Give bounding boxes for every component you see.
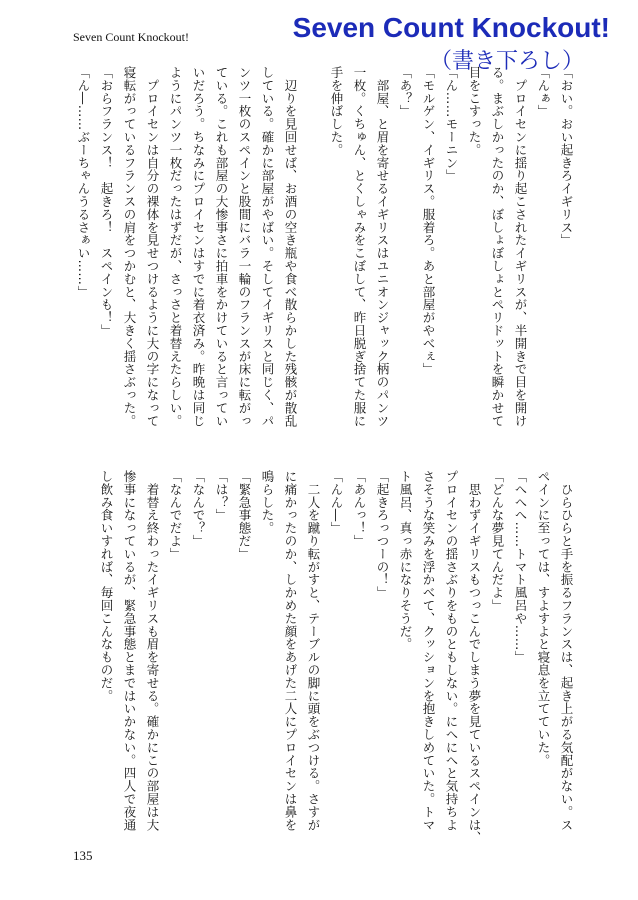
text-line: 着替え終わったイギリスも眉を寄せる。確かにこの部屋は大 (145, 470, 160, 832)
text-line: 「ん―……ぶーちゃんうるさぁい……」 (76, 66, 91, 299)
text-line: 「モルゲン、イギリス。服着ろ。あと部屋がやべぇ」 (421, 66, 436, 376)
text-line: 「んぁ」 (536, 66, 551, 118)
text-line: 「は？」 (214, 470, 229, 522)
text-line: している。確かに部屋がやばい。そしてイギリスと同じく、パ (260, 66, 275, 428)
text-line: 「なんで？」 (191, 470, 206, 548)
text-line: 「おい。おい起きろイギリス」 (559, 66, 574, 247)
text-line: ようにパンツ一枚だったはずだが、さっさと着替えたらしい。 (168, 66, 183, 428)
text-line: 「んん―」 (329, 470, 344, 535)
text-line: 「緊急事態だ」 (237, 470, 252, 561)
text-line: 「ん……モーニン」 (444, 66, 459, 183)
text-line: 「起きろっつーの！」 (375, 470, 390, 599)
text-line: 二人を蹴り転がすと、テーブルの脚に頭をぶつける。さすが (306, 470, 321, 832)
text-line: 「なんでだよ」 (168, 470, 183, 561)
text-line: 「どんな夢見てんだよ」 (490, 470, 505, 612)
text-line: 部屋、と眉を寄せるイギリスはユニオンジャック柄のパンツ (375, 66, 390, 428)
text-line: 惨事になっているが、緊急事態とまではいかない。四人で夜通 (122, 470, 137, 832)
text-line: 目をこすった。 (467, 66, 482, 157)
text-line: 「あんっ！」 (352, 470, 367, 548)
text-line: 手を伸ばした。 (329, 66, 344, 157)
story-title: Seven Count Knockout! (292, 12, 610, 43)
text-line: ペインに至っては、すよすよと寝息を立てていた。 (536, 470, 551, 767)
text-line: 辺りを見回せば、お酒の空き瓶や食べ散らかした残骸が散乱 (283, 66, 298, 428)
text-line: ンツ一枚のスペインと股間にバラ一輪のフランスが床に転がっ (237, 66, 252, 428)
text-line: 「へへへ……トマト風呂や……」 (513, 470, 528, 664)
text-line: さそうな笑みを浮かべて、クッションを抱きしめていた。トマ (421, 470, 436, 832)
lower-text-block (88, 470, 578, 845)
text-line: ひらひらと手を振るフランスは、起き上がる気配がない。ス (559, 470, 574, 832)
text-line: に痛かったのか、しかめた顔をあげた二人にプロイセンは鼻を (283, 470, 298, 832)
text-line: る。まぶしかったのか、ぼしょぼしょとぺリドットを瞬かせて (490, 66, 505, 428)
running-head: Seven Count Knockout! (73, 30, 189, 44)
text-line: 思わずイギリスもつっこんでしまう夢を見ているスペインは、 (467, 470, 482, 845)
text-line: し飲み食いすれば、毎回こんなものだ。 (99, 470, 114, 703)
text-line: プロイセンに揺り起こされたイギリスが、半開きで目を開け (513, 66, 528, 428)
text-line: ト風呂、真っ赤になりそうだ。 (398, 470, 413, 651)
upper-text-block (76, 66, 578, 446)
text-line: プロイセンの揺さぶりをものともしない。にへにへと気持ちよ (444, 470, 459, 832)
text-line: 一枚。くちゅん、とくしゃみをこぼして、昨日脱ぎ捨てた服に (352, 66, 367, 428)
text-line: ている。これも部屋の大惨事さに拍車をかけていると言ってい (214, 66, 229, 428)
text-line: 寝転がっているフランスの肩をつかむと、大きく揺さぶった。 (122, 66, 137, 428)
text-line: 「おらフランス！ 起きろ！ スペインも！」 (99, 66, 114, 337)
text-line (302, 66, 325, 446)
page-number: 135 (73, 848, 93, 863)
text-line: 「あ？」 (398, 66, 413, 118)
text-line: プロイセンは自分の裸体を見せつけるように大の字になって (145, 66, 160, 428)
text-line: 鳴らした。 (260, 470, 275, 535)
text-line: いだろう。ちなみにプロイセンはすでに着衣済み。昨晩は同じ (191, 66, 206, 428)
story-subtitle: （書き下ろし） (429, 48, 584, 73)
